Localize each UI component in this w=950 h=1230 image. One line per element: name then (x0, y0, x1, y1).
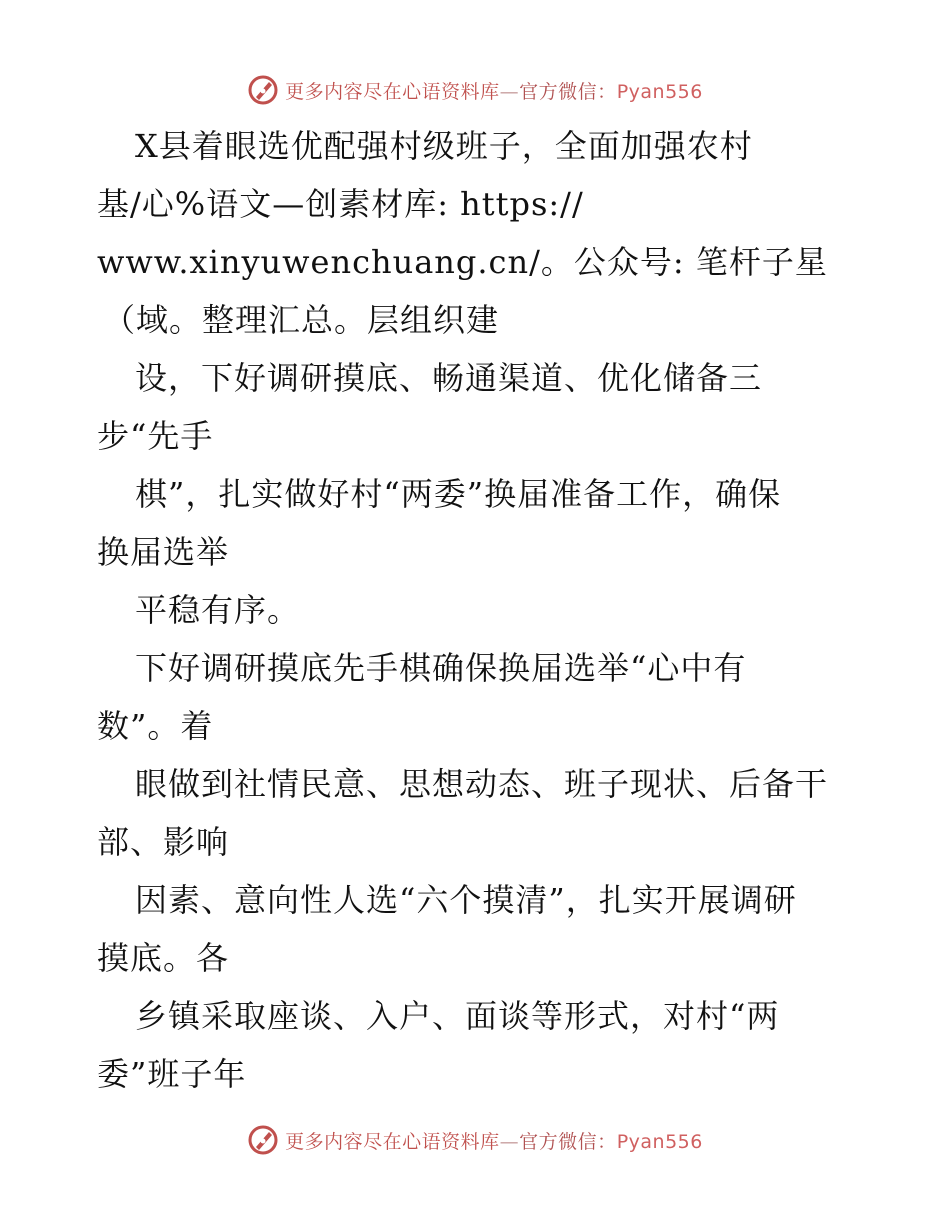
banner-wechat-label: 官方微信： (519, 1130, 617, 1153)
banner-dash: — (499, 1130, 520, 1153)
banner-wechat-id: Pyan556 (616, 1130, 703, 1153)
text-line: 数”。着 (97, 707, 214, 745)
pen-circle-logo-icon (247, 74, 279, 106)
text-line: 基/心%语文—创素材库: https:// (97, 185, 584, 223)
text-line: 换届选举 (97, 533, 230, 571)
text-line: （域。整理汇总。层组织建 (103, 301, 500, 339)
banner-dash: — (499, 80, 520, 103)
banner-text (285, 1127, 703, 1154)
text-line: 设，下好调研摸底、畅通渠道、优化储备三 (135, 359, 763, 397)
footer-banner (0, 1120, 950, 1160)
banner-main-text: 更多内容尽在心语资料库 (285, 1130, 500, 1153)
banner-text (285, 77, 703, 104)
text-line: 步“先手 (97, 417, 214, 455)
text-line: 乡镇采取座谈、入户、面谈等形式，对村“两 (135, 997, 780, 1035)
banner-main-text: 更多内容尽在心语资料库 (285, 80, 500, 103)
text-line: 眼做到社情民意、思想动态、班子现状、后备干 (135, 765, 829, 803)
text-line: 部、影响 (97, 823, 230, 861)
document-body (97, 117, 887, 1103)
text-line: 委”班子年 (97, 1055, 247, 1093)
text-line: X县着眼选优配强村级班子，全面加强农村 (135, 127, 753, 165)
text-line: 摸底。各 (97, 939, 230, 977)
pen-circle-logo-icon (247, 1124, 279, 1156)
text-line: www.xinyuwenchuang.cn/。公众号: 笔杆子星 (97, 243, 828, 281)
text-line: 因素、意向性人选“六个摸清”，扎实开展调研 (135, 881, 797, 919)
text-line: 平稳有序。 (135, 591, 301, 629)
text-line: 下好调研摸底先手棋确保换届选举“心中有 (135, 649, 747, 687)
header-banner (0, 70, 950, 110)
banner-wechat-id: Pyan556 (616, 80, 703, 103)
banner-wechat-label: 官方微信： (519, 80, 617, 103)
text-line: 棋”，扎实做好村“两委”换届准备工作，确保 (135, 475, 782, 513)
